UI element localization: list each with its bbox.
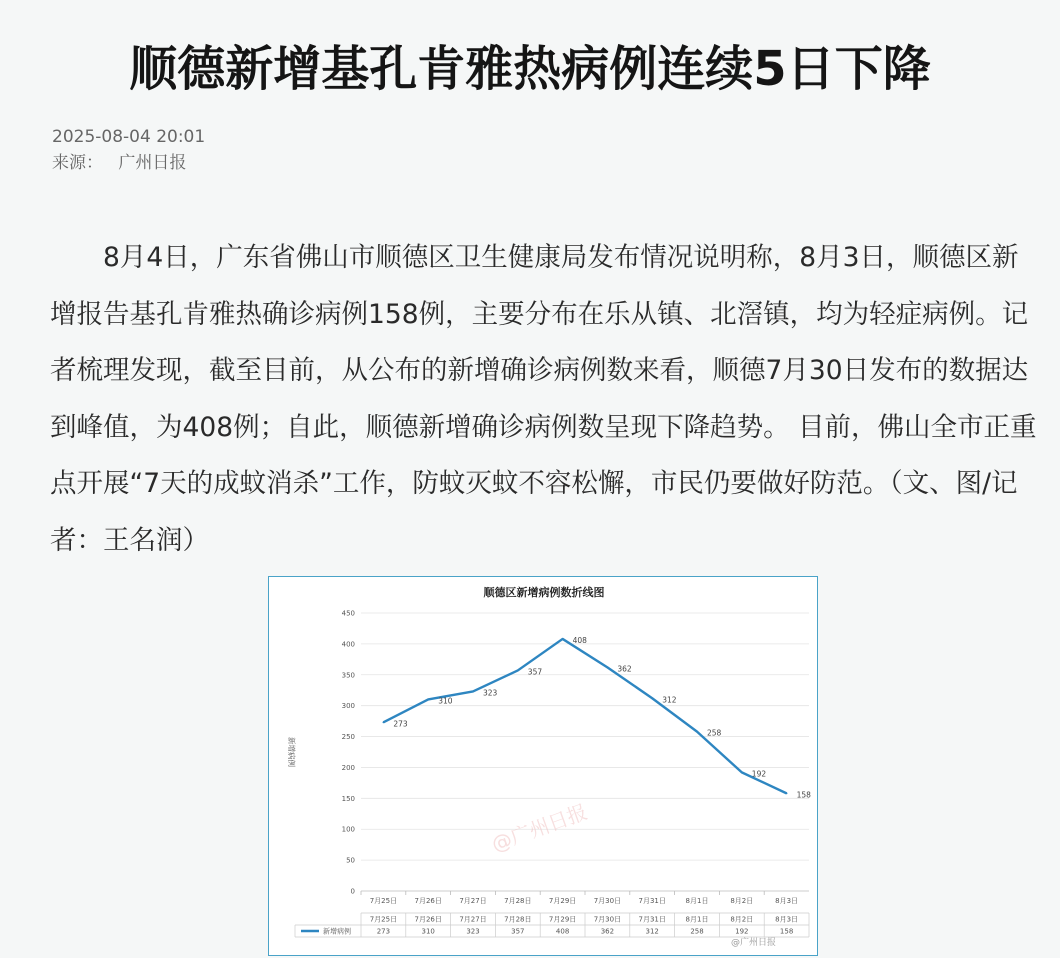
publish-datetime: 2025-08-04 20:01 bbox=[52, 127, 206, 147]
data-label: 357 bbox=[527, 667, 543, 677]
data-label: 158 bbox=[796, 790, 811, 800]
chart-grid bbox=[361, 613, 809, 891]
table-header-cell: 7月29日 bbox=[548, 915, 577, 924]
data-point bbox=[562, 638, 564, 640]
x-tick-label: 8月3日 bbox=[775, 897, 799, 905]
article-figure[interactable] bbox=[268, 576, 818, 956]
x-tick-label: 7月27日 bbox=[459, 897, 487, 905]
article-source bbox=[52, 150, 205, 176]
y-axis-ticks bbox=[342, 610, 355, 896]
line-chart bbox=[269, 577, 816, 954]
x-axis-ticks bbox=[361, 891, 798, 905]
source-label: 来源： bbox=[52, 153, 103, 173]
y-tick-label: 150 bbox=[341, 794, 355, 803]
table-header-cell: 8月2日 bbox=[730, 915, 754, 924]
x-tick-label: 7月28日 bbox=[504, 897, 532, 905]
article-body: 8月4日，广东省佛山市顺德区卫生健康局发布情况说明称，8月3日，顺德区新增报告基孔肯雅热确诊病例158例，主要分布在乐从镇、北滘镇，均为轻症病例。记者梳理发现，截至目前，从公布的新增确诊病例数来看，顺德7月30日发布的数据达到峰值，为408例；自此，顺德新增确诊病例数呈现下降趋势。 目前，佛山全市正重点开展“7天的成蚊消杀”工作，防蚊灭蚊不容松懈，市民仍要做好防范。（文、图/记者：王名润） bbox=[50, 242, 1037, 556]
y-axis-title: 新增病例 bbox=[287, 737, 296, 767]
x-tick-label: 7月31日 bbox=[638, 897, 666, 905]
data-point bbox=[607, 666, 609, 668]
source-name[interactable]: 广州日报 bbox=[118, 153, 187, 173]
y-tick-label: 50 bbox=[346, 856, 355, 865]
article-meta bbox=[52, 124, 205, 176]
table-value-cell: 357 bbox=[511, 927, 525, 936]
y-tick-label: 200 bbox=[341, 763, 355, 772]
legend-label: 新增病例 bbox=[323, 927, 351, 936]
y-tick-label: 300 bbox=[341, 702, 355, 711]
y-axis-label bbox=[287, 737, 297, 767]
table-header-cell: 7月27日 bbox=[459, 915, 487, 924]
data-point bbox=[427, 699, 429, 701]
data-point bbox=[517, 670, 519, 672]
data-label: 408 bbox=[572, 635, 587, 645]
data-point bbox=[741, 771, 743, 773]
y-tick-label: 250 bbox=[341, 733, 355, 742]
data-point bbox=[651, 697, 653, 699]
data-label: 192 bbox=[751, 769, 767, 779]
x-tick-label: 7月26日 bbox=[414, 897, 442, 905]
table-header-cell: 7月31日 bbox=[638, 915, 666, 924]
data-label: 310 bbox=[438, 696, 453, 706]
data-label: 312 bbox=[662, 695, 677, 705]
table-header-cell: 7月25日 bbox=[369, 915, 398, 924]
image-credit: @广州日报 bbox=[731, 938, 777, 948]
table-value-cell: 258 bbox=[690, 927, 704, 936]
table-header-cell: 7月30日 bbox=[593, 915, 622, 924]
data-label: 258 bbox=[707, 728, 722, 738]
y-tick-label: 0 bbox=[350, 887, 355, 896]
data-point bbox=[383, 721, 385, 723]
series-line-layer bbox=[383, 635, 788, 794]
data-table bbox=[295, 913, 809, 937]
table-value-cell: 192 bbox=[735, 927, 749, 936]
chart-title: 顺德区新增病例数折线图 bbox=[483, 586, 605, 599]
x-tick-label: 7月30日 bbox=[593, 897, 622, 905]
data-point bbox=[786, 792, 788, 794]
table-header-cell: 8月1日 bbox=[685, 915, 709, 924]
article-title: 顺德新增基孔肯雅热病例连续5日下降 bbox=[129, 41, 931, 97]
table-value-cell: 158 bbox=[779, 927, 794, 936]
table-value-cell: 323 bbox=[466, 927, 480, 936]
x-tick-label: 7月29日 bbox=[548, 897, 577, 905]
x-tick-label: 8月2日 bbox=[730, 897, 754, 905]
table-header-cell: 8月3日 bbox=[775, 915, 799, 924]
table-value-cell: 362 bbox=[600, 927, 615, 936]
table-value-cell: 408 bbox=[555, 927, 570, 936]
y-tick-label: 400 bbox=[341, 640, 355, 649]
data-label: 273 bbox=[393, 719, 408, 729]
y-tick-label: 350 bbox=[341, 671, 355, 680]
table-header-cell: 7月26日 bbox=[414, 915, 442, 924]
watermark: @广州日报 bbox=[488, 799, 591, 857]
table-value-cell: 273 bbox=[376, 927, 391, 936]
table-header-cell: 7月28日 bbox=[504, 915, 532, 924]
x-tick-label: 8月1日 bbox=[685, 897, 709, 905]
data-point bbox=[696, 731, 698, 733]
data-label: 323 bbox=[483, 688, 498, 698]
x-tick-label: 7月25日 bbox=[369, 897, 398, 905]
y-tick-label: 100 bbox=[341, 825, 355, 834]
series-line bbox=[383, 639, 786, 793]
data-point bbox=[472, 691, 474, 693]
table-value-cell: 312 bbox=[645, 927, 659, 936]
y-tick-label: 450 bbox=[341, 609, 355, 618]
table-value-cell: 310 bbox=[421, 927, 435, 936]
data-label: 362 bbox=[617, 664, 632, 674]
